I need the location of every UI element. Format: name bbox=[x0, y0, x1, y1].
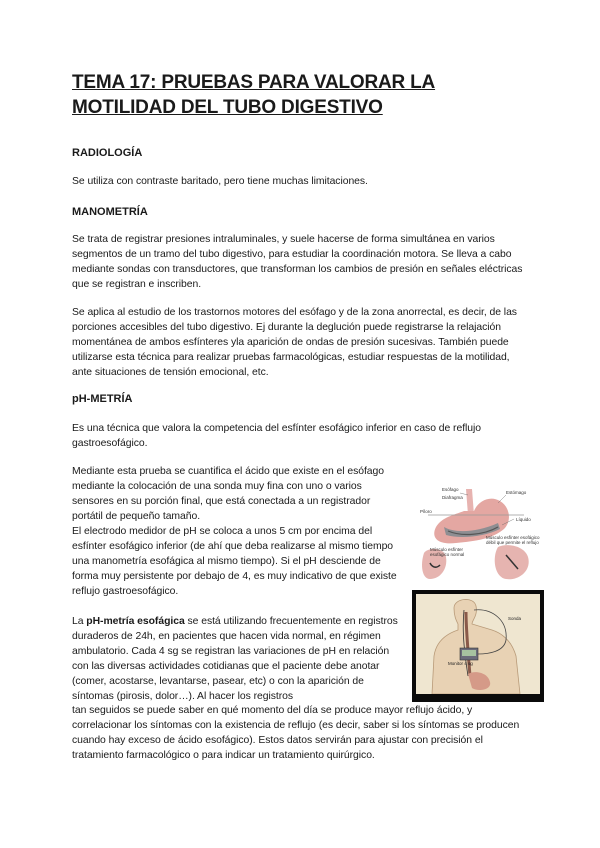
p3-prefix: La bbox=[72, 616, 87, 627]
label-liquido: Líquido bbox=[516, 517, 531, 522]
paragraph-phmetria-2b: El electrodo medidor de pH se coloca a unos 5 cm por encima del esfínter esofágico inferior (de ahí que deba realizarse al mismo tiempo una manometría esofágica al mismo tiempo). Si el pH desciende de forma muy persistente por debajo de 4, es muy indicativo de que existe reflujo gastroesofágico. bbox=[72, 526, 397, 598]
paragraph-radiologia: Se utiliza con contraste baritado, pero tiene muchas limitaciones. bbox=[72, 176, 368, 187]
label-esfinter-debil: Músculo esfínter esofágico débil que permite el reflujo bbox=[486, 535, 540, 545]
label-estomago: Estómago bbox=[506, 490, 527, 495]
stomach-reflux-figure bbox=[414, 485, 544, 583]
paragraph-manometria-1: Se trata de registrar presiones intraluminales, y suele hacerse de forma simultánea en varios segmentos de un tramo del tubo digestivo, para estudiar la coordinación motora. Se lleva a cabo mediante sondas con transductores, que transforman los cambios de presión en señales eléctricas que se registran e inscriben. bbox=[72, 234, 523, 291]
paragraph-phmetria-3-end: tan seguidos se puede saber en qué momento del día se produce mayor reflujo ácido, y correlacionar los síntomas con la existencia de reflujo (es decir, saber si los síntomas se producen cuando hay exceso de ácido esofágico). Estos datos servirán para ajustar con precisión el tratamiento farmacológico o para indicar un tratamiento quirúrgico. bbox=[72, 705, 520, 762]
heading-radiologia: RADIOLOGÍA bbox=[72, 147, 143, 159]
p3-bold: pH-metría esofágica bbox=[86, 616, 185, 627]
paragraph-phmetria-1: Es una técnica que valora la competencia del esfínter esofágico inferior en caso de reflujo gastroesofágico. bbox=[72, 423, 482, 450]
paragraph-phmetria-2a: Mediante esta prueba se cuantifica el ácido que existe en el esófago mediante la colocación de una sonda muy fina con uno o varios sensores en su porción final, que está conectada a un registrador portátil de pequeño tamaño. bbox=[72, 466, 384, 523]
ph-probe-illustration bbox=[412, 590, 544, 702]
label-sonda: Sonda bbox=[508, 616, 522, 621]
label-monitor: Monitor 4 sg bbox=[448, 661, 473, 666]
label-diafragma: Diafragma bbox=[442, 495, 463, 500]
label-piloro: Píloro bbox=[420, 509, 432, 514]
ph-probe-figure bbox=[412, 590, 544, 702]
heading-phmetria: pH-METRÍA bbox=[72, 393, 133, 405]
label-esfinter-normal: Músculo esfínter esofágico normal bbox=[430, 547, 465, 557]
document-title: TEMA 17: PRUEBAS PARA VALORAR LA MOTILIDAD DEL TUBO DIGESTIVO bbox=[72, 72, 436, 118]
paragraph-manometria-2: Se aplica al estudio de los trastornos motores del esófago y de la zona anorrectal, es decir, de las porciones accesibles del tubo digestivo. Ej durante la deglución puede registrarse la relajación momentánea de ambos esfínteres yla aparición de ondas de presión sucesivas. También puede utilizarse esta técnica para realizar pruebas farmacológicas, estudiar respuestas de la motilidad, ante situaciones de tensión emocional, etc. bbox=[72, 307, 517, 379]
heading-manometria: MANOMETRÍA bbox=[72, 206, 148, 218]
stomach-illustration bbox=[414, 485, 544, 583]
p3-mid: se está utilizando frecuentemente en registros duraderos de 24h, en pacientes que hacen vida normal, en régimen ambulatorio. Cada 4 sg se registran las variaciones de pH en relación con las diversas actividades cotidianas que el paciente debe anotar (comer, acostarse, levantarse, pasear, etc) o con la aparición de síntomas (pirosis, dolor…). Al hacer los registros bbox=[72, 616, 398, 703]
label-esofago: Esófago bbox=[442, 487, 459, 492]
paragraph-phmetria-3 bbox=[72, 614, 402, 705]
